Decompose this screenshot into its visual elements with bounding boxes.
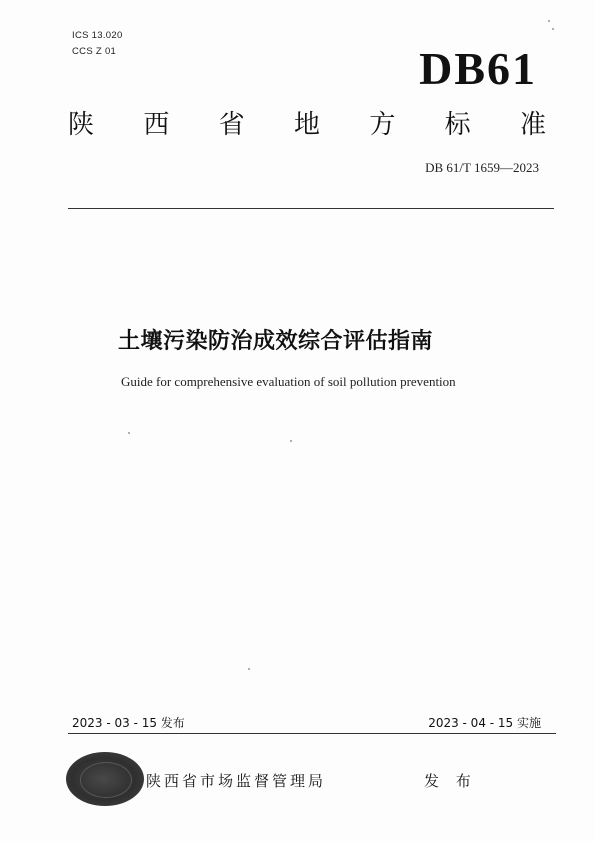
issuing-authority: 陕西省市场监督管理局 (146, 772, 327, 790)
bottom-divider (68, 733, 556, 734)
scan-speck (248, 668, 250, 670)
standard-type-char: 地 (293, 110, 320, 140)
standard-number: DB 61/T 1659—2023 (425, 160, 539, 175)
document-title-chinese: 土壤污染防治成效综合评估指南 (118, 329, 434, 354)
scan-speck (552, 28, 554, 30)
standard-mark: DB61 (419, 43, 537, 94)
document-title-english: Guide for comprehensive evaluation of soil pollution prevention (121, 374, 456, 389)
issue-date: 2023 - 03 - 15 发布 (72, 716, 185, 730)
scan-speck (128, 432, 130, 434)
standard-type-char: 陕 (68, 110, 95, 140)
implementation-date: 2023 - 04 - 15 实施 (428, 716, 541, 730)
ics-code: ICS 13.020 (72, 30, 123, 41)
issue-label: 发 布 (424, 772, 477, 790)
top-divider (68, 208, 554, 209)
scan-speck (548, 20, 550, 22)
standard-type-char: 方 (369, 110, 396, 140)
seal-ring (80, 762, 132, 798)
standard-type-char: 西 (143, 110, 170, 140)
ccs-code: CCS Z 01 (72, 46, 117, 57)
standard-type-char: 标 (444, 110, 471, 140)
scan-speck (290, 440, 292, 442)
standard-type-char: 省 (218, 110, 245, 140)
standard-type-char: 准 (519, 110, 546, 140)
official-seal-icon (66, 752, 144, 806)
standard-type-heading (68, 112, 546, 138)
